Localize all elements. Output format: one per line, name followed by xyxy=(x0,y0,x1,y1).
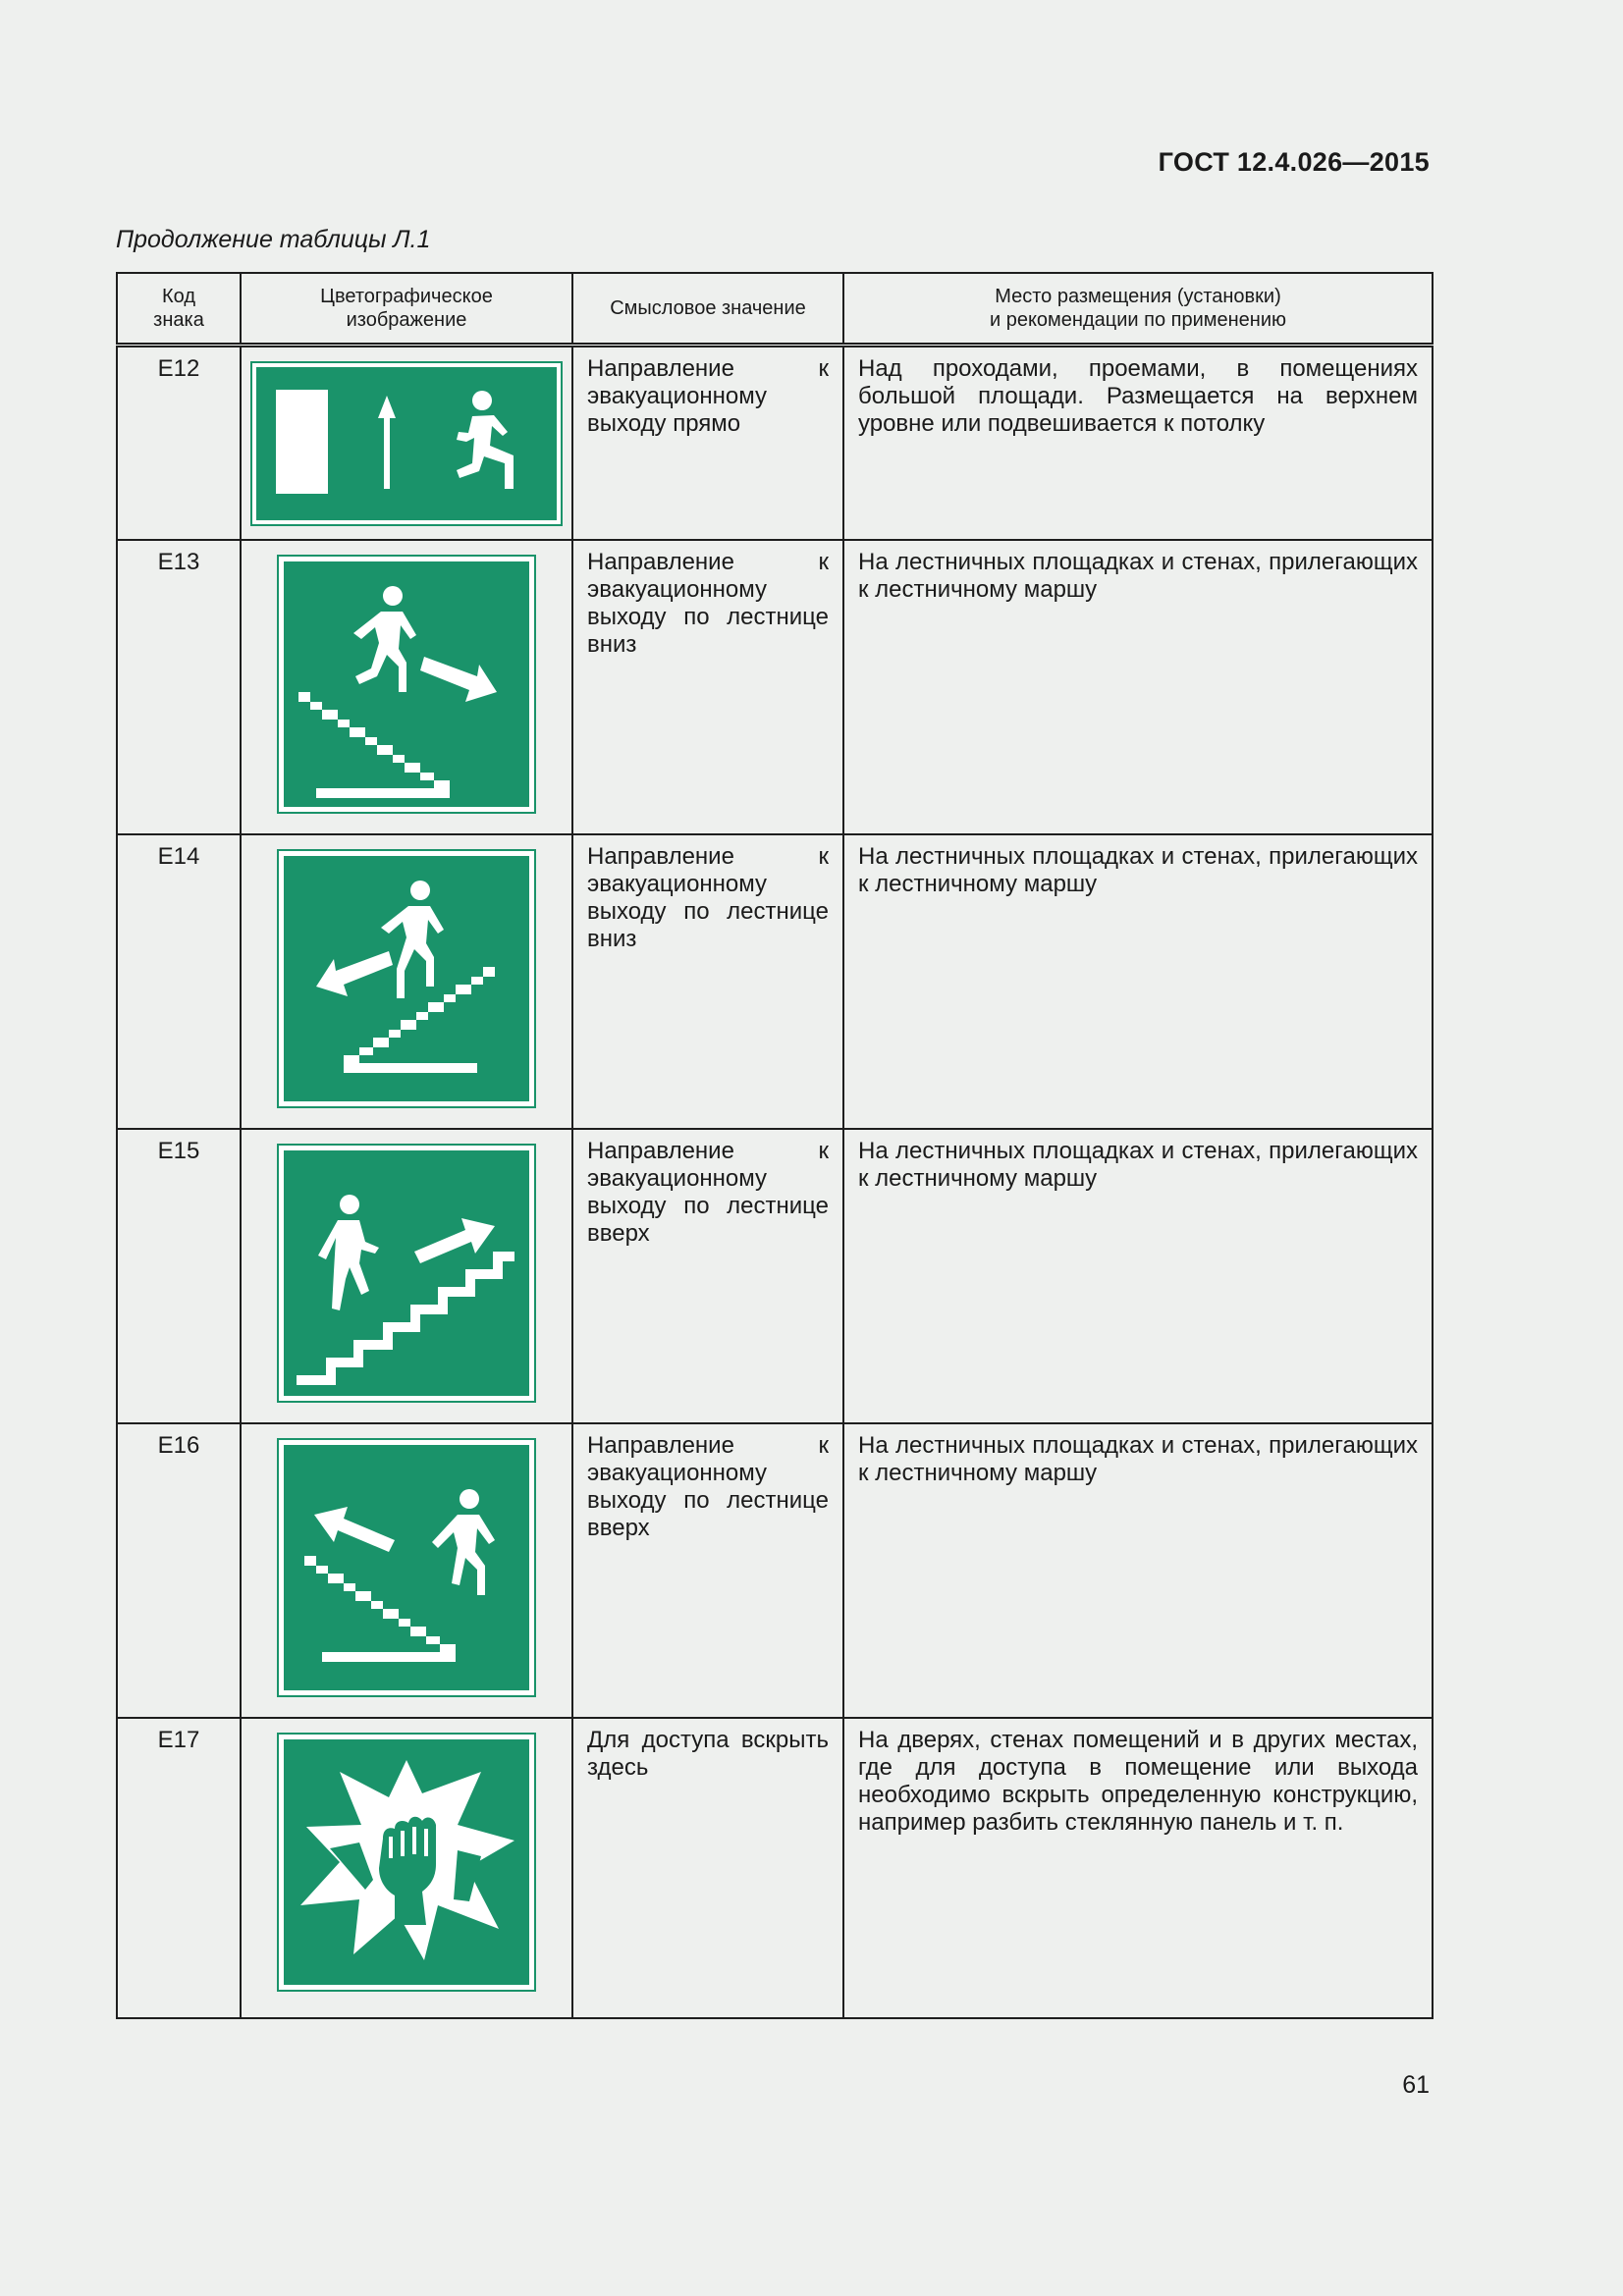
evacuation-stairs-down-right-icon xyxy=(277,555,536,814)
document-header: ГОСТ 12.4.026—2015 xyxy=(1158,147,1430,177)
sign-image-cell xyxy=(241,834,572,1129)
evacuation-exit-straight-icon xyxy=(250,361,563,526)
column-header-image xyxy=(241,273,572,346)
table-row xyxy=(117,834,1433,1129)
sign-code: E12 xyxy=(117,346,241,540)
sign-meaning: Направление к эвакуационному выходу прямо xyxy=(572,346,843,540)
sign-meaning: Направление к эвакуационному выходу по лестнице вверх xyxy=(572,1423,843,1718)
sign-image-cell xyxy=(241,1423,572,1718)
sign-image-cell xyxy=(241,346,572,540)
sign-placement: На лестничных площадках и стенах, прилегающих к лестничному маршу xyxy=(843,834,1433,1129)
sign-meaning: Для доступа вскрыть здесь xyxy=(572,1718,843,2018)
table-caption: Продолжение таблицы Л.1 xyxy=(116,226,431,253)
column-header-placement-line1: Место размещения (установки) xyxy=(995,286,1281,307)
table-row xyxy=(117,346,1433,540)
table-row xyxy=(117,1129,1433,1423)
table-row xyxy=(117,540,1433,834)
column-header-image-line2: изображение xyxy=(346,309,467,331)
column-header-code-line1: Код xyxy=(161,286,195,307)
page-number: 61 xyxy=(1402,2071,1430,2099)
sign-placement: На дверях, стенах помещений и в других местах, где для доступа в помещение или выхода необходимо вскрыть определенную конструкцию, например разбить стеклянную панель и т. п. xyxy=(843,1718,1433,2018)
column-header-placement xyxy=(843,273,1433,346)
sign-placement: На лестничных площадках и стенах, прилегающих к лестничному маршу xyxy=(843,1423,1433,1718)
sign-meaning: Направление к эвакуационному выходу по лестнице вверх xyxy=(572,1129,843,1423)
signs-table xyxy=(116,272,1434,2019)
sign-meaning: Направление к эвакуационному выходу по лестнице вниз xyxy=(572,540,843,834)
sign-image-cell xyxy=(241,540,572,834)
sign-placement: На лестничных площадках и стенах, прилегающих к лестничному маршу xyxy=(843,1129,1433,1423)
table-row xyxy=(117,1718,1433,2018)
sign-image-cell xyxy=(241,1718,572,2018)
break-to-access-icon xyxy=(277,1733,536,1992)
sign-placement: На лестничных площадках и стенах, прилегающих к лестничному маршу xyxy=(843,540,1433,834)
column-header-image-line1: Цветографическое xyxy=(320,286,493,307)
column-header-code xyxy=(117,273,241,346)
evacuation-stairs-up-right-icon xyxy=(277,1144,536,1403)
table-header-row xyxy=(117,273,1433,346)
sign-meaning: Направление к эвакуационному выходу по лестнице вниз xyxy=(572,834,843,1129)
sign-placement: Над проходами, проемами, в помещениях большой площади. Размещается на верхнем уровне или подвешивается к потолку xyxy=(843,346,1433,540)
sign-code: E17 xyxy=(117,1718,241,2018)
evacuation-stairs-down-left-icon xyxy=(277,849,536,1108)
column-header-placement-line2: и рекомендации по применению xyxy=(989,309,1287,331)
table-row xyxy=(117,1423,1433,1718)
column-header-meaning: Смысловое значение xyxy=(572,273,843,346)
column-header-code-line2: знака xyxy=(153,309,204,331)
sign-image-cell xyxy=(241,1129,572,1423)
sign-code: E16 xyxy=(117,1423,241,1718)
sign-code: E13 xyxy=(117,540,241,834)
sign-code: E15 xyxy=(117,1129,241,1423)
evacuation-stairs-up-left-icon xyxy=(277,1438,536,1697)
sign-code: E14 xyxy=(117,834,241,1129)
